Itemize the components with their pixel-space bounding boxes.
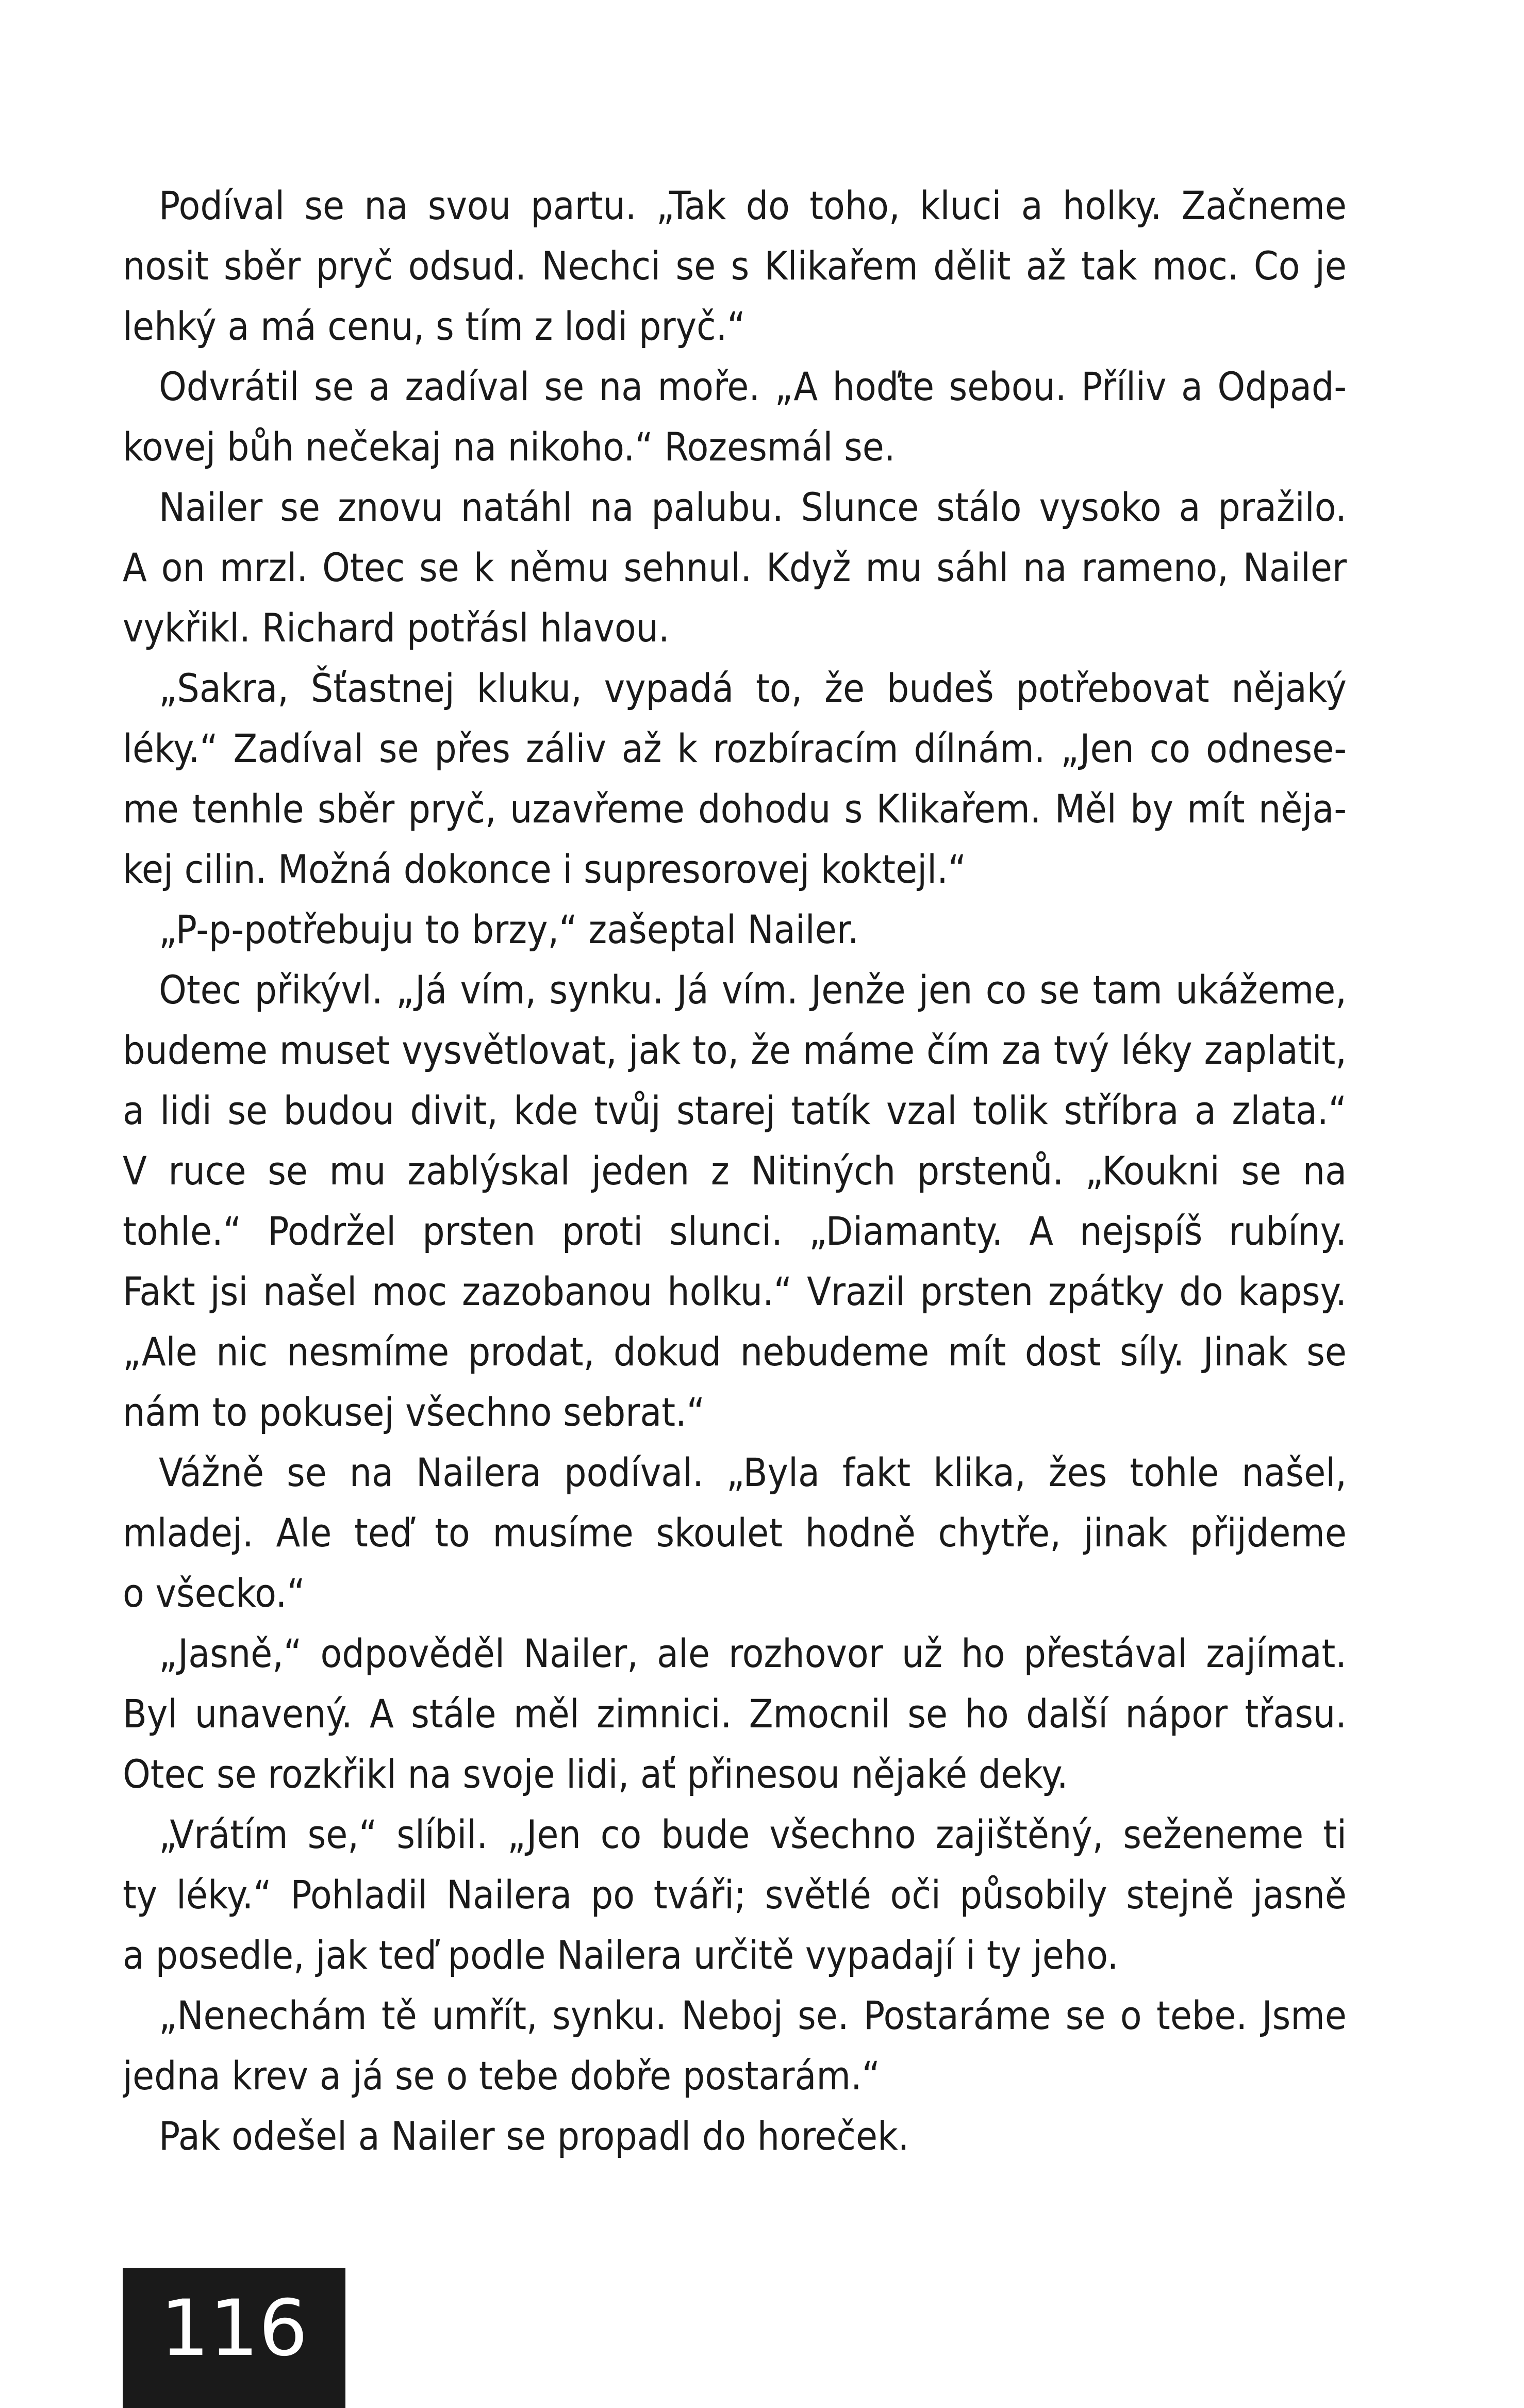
- text-line: nosit sběr pryč odsud. Nechci se s Klikařem dělit až tak moc. Co je: [123, 243, 1347, 289]
- text-line: mladej. Ale teď to musíme skoulet hodně chytře, jinak přijdeme: [123, 1510, 1347, 1556]
- paragraph: [123, 175, 1347, 356]
- text-line: a lidi se budou divit, kde tvůj starej tatík vzal tolik stříbra a zlata.“: [123, 1087, 1347, 1133]
- text-line: o všecko.“: [123, 1570, 305, 1616]
- text-line: jedna krev a já se o tebe dobře postarám.“: [123, 2053, 881, 2099]
- text-line: Byl unavený. A stále měl zimnici. Zmocnil se ho další nápor třasu.: [123, 1691, 1347, 1737]
- text-line: A on mrzl. Otec se k němu sehnul. Když mu sáhl na rameno, Nailer: [123, 545, 1347, 590]
- paragraph: [123, 2106, 1347, 2166]
- text-line: „Ale nic nesmíme prodat, dokud nebudeme mít dost síly. Jinak se: [123, 1329, 1347, 1375]
- paragraph: [123, 658, 1347, 899]
- paragraph: [123, 899, 1347, 960]
- text-line: vykřikl. Richard potřásl hlavou.: [123, 605, 670, 651]
- page-number-box: [123, 2268, 345, 2408]
- text-line: „P-p-potřebuju to brzy,“ zašeptal Nailer.: [159, 906, 859, 952]
- text-line: kovej bůh nečekaj na nikoho.“ Rozesmál se.: [123, 424, 896, 470]
- paragraph: [123, 1442, 1347, 1623]
- text-line: „Jasně,“ odpověděl Nailer, ale rozhovor už ho přestával zajímat.: [159, 1630, 1347, 1676]
- text-line: tohle.“ Podržel prsten proti slunci. „Diamanty. A nejspíš rubíny.: [123, 1208, 1347, 1254]
- paragraph: [123, 960, 1347, 1442]
- text-line: budeme muset vysvětlovat, jak to, že máme čím za tvý léky zaplatit,: [123, 1027, 1347, 1073]
- text-line: kej cilin. Možná dokonce i supresorovej koktejl.“: [123, 846, 967, 892]
- page-number: 116: [160, 2284, 308, 2373]
- paragraph: [123, 1623, 1347, 1804]
- text-line: „Nenechám tě umřít, synku. Neboj se. Postaráme se o tebe. Jsme: [159, 1992, 1347, 2038]
- text-line: Pak odešel a Nailer se propadl do horeček.: [159, 2113, 909, 2159]
- paragraph: [123, 1985, 1347, 2106]
- text-line: me tenhle sběr pryč, uzavřeme dohodu s Klikařem. Měl by mít něja-: [123, 786, 1347, 832]
- body-text: [123, 175, 1347, 2166]
- text-line: Podíval se na svou partu. „Tak do toho, kluci a holky. Začneme: [159, 183, 1347, 228]
- text-line: Odvrátil se a zadíval se na moře. „A hoďte sebou. Příliv a Odpad-: [159, 364, 1347, 409]
- text-line: Fakt jsi našel moc zazobanou holku.“ Vrazil prsten zpátky do kapsy.: [123, 1268, 1347, 1314]
- text-line: Vážně se na Nailera podíval. „Byla fakt klika, žes tohle našel,: [159, 1449, 1347, 1495]
- text-line: nám to pokusej všechno sebrat.“: [123, 1389, 705, 1435]
- text-line: ty léky.“ Pohladil Nailera po tváři; světlé oči působily stejně jasně: [123, 1872, 1347, 1918]
- text-line: léky.“ Zadíval se přes záliv až k rozbíracím dílnám. „Jen co odnese-: [123, 725, 1347, 771]
- paragraph: [123, 356, 1347, 477]
- text-line: Otec přikývl. „Já vím, synku. Já vím. Jenže jen co se tam ukážeme,: [159, 967, 1347, 1013]
- text-line: lehký a má cenu, s tím z lodi pryč.“: [123, 303, 746, 349]
- text-line: V ruce se mu zablýskal jeden z Nitiných prstenů. „Koukni se na: [123, 1148, 1347, 1194]
- text-line: a posedle, jak teď podle Nailera určitě vypadají i ty jeho.: [123, 1932, 1119, 1978]
- paragraph: [123, 477, 1347, 658]
- paragraph: [123, 1804, 1347, 1985]
- text-line: Nailer se znovu natáhl na palubu. Slunce stálo vysoko a pražilo.: [159, 484, 1347, 530]
- text-line: Otec se rozkřikl na svoje lidi, ať přinesou nějaké deky.: [123, 1751, 1068, 1797]
- text-line: „Vrátím se,“ slíbil. „Jen co bude všechno zajištěný, seženeme ti: [159, 1811, 1347, 1857]
- text-line: „Sakra, Šťastnej kluku, vypadá to, že budeš potřebovat nějaký: [159, 665, 1347, 711]
